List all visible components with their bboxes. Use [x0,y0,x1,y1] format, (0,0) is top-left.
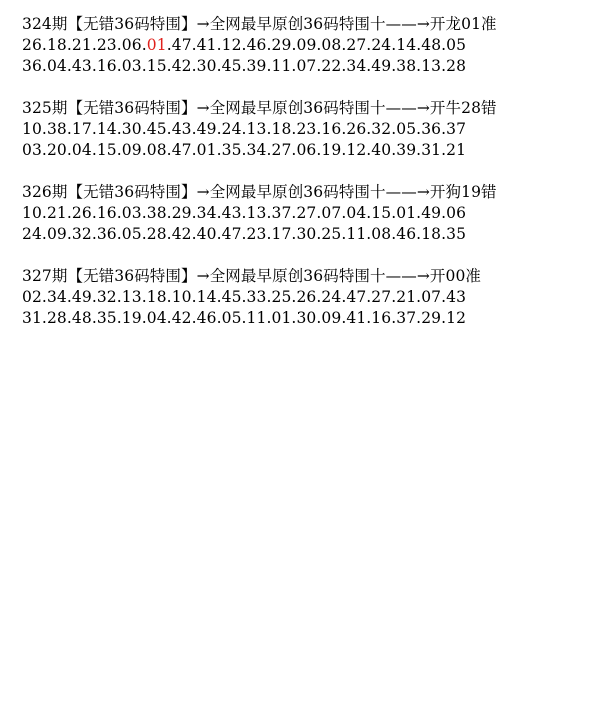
number-row: 10.21.26.16.03.38.29.34.43.13.37.27.07.04.15.01.49.06 [22,204,467,222]
number-row: 24.09.32.36.05.28.42.40.47.23.17.30.25.11.08.46.18.35 [22,225,467,243]
prediction-document [22,14,592,350]
period-header: 325期【无错36码特围】→全网最早原创36码特围十——→开牛28错 [22,99,497,117]
period-header: 326期【无错36码特围】→全网最早原创36码特围十——→开狗19错 [22,183,497,201]
period-block-325 [22,98,592,161]
number-row-segment: 26.18.21.23.06. [22,36,147,54]
number-row: 02.34.49.32.13.18.10.14.45.33.25.26.24.47.27.21.07.43 [22,288,467,306]
number-row [22,35,592,56]
period-block-324 [22,14,592,77]
period-block-326 [22,182,592,245]
number-row-segment: .47.41.12.46.29.09.08.27.24.14.48.05 [166,36,467,54]
period-header: 327期【无错36码特围】→全网最早原创36码特围十——→开00准 [22,267,482,285]
number-row: 36.04.43.16.03.15.42.30.45.39.11.07.22.34.49.38.13.28 [22,57,467,75]
number-row: 03.20.04.15.09.08.47.01.35.34.27.06.19.12.40.39.31.21 [22,141,467,159]
period-block-327 [22,266,592,329]
period-header: 324期【无错36码特围】→全网最早原创36码特围十——→开龙01准 [22,15,497,33]
number-row: 31.28.48.35.19.04.42.46.05.11.01.30.09.41.16.37.29.12 [22,309,467,327]
highlighted-number: 01 [146,36,167,54]
number-row: 10.38.17.14.30.45.43.49.24.13.18.23.16.26.32.05.36.37 [22,120,467,138]
